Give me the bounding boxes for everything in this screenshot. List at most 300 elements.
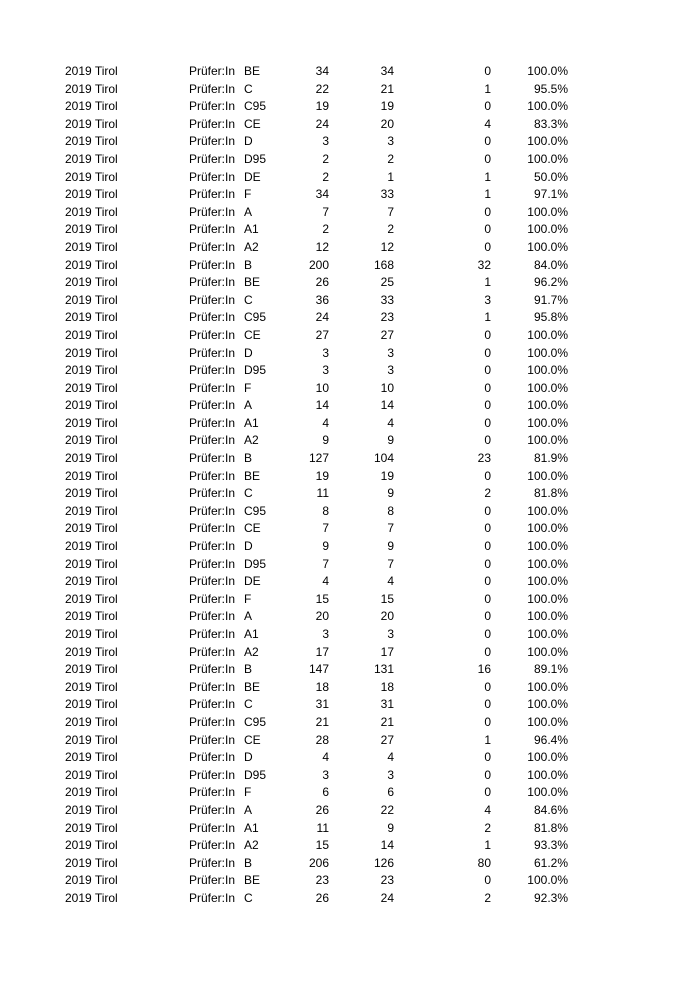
- table-row: [0, 151, 700, 169]
- cell-failed: 0: [484, 398, 491, 413]
- table-row: [0, 380, 700, 398]
- cell-passed: 20: [380, 609, 394, 624]
- cell-year-region: 2019 Tirol: [65, 574, 118, 589]
- table-row: [0, 749, 700, 767]
- cell-total: 23: [315, 873, 329, 888]
- cell-failed: 0: [484, 134, 491, 149]
- cell-failed: 0: [484, 433, 491, 448]
- cell-year-region: 2019 Tirol: [65, 591, 118, 606]
- cell-pass-rate: 100.0%: [527, 151, 568, 166]
- cell-license-class: A2: [244, 644, 259, 659]
- cell-total: 206: [308, 855, 329, 870]
- cell-role: Prüfer:In: [189, 187, 236, 202]
- cell-license-class: BE: [244, 468, 261, 483]
- cell-year-region: 2019 Tirol: [65, 468, 118, 483]
- cell-role: Prüfer:In: [189, 750, 236, 765]
- table-row: [0, 538, 700, 556]
- cell-failed: 0: [484, 679, 491, 694]
- cell-license-class: C: [244, 292, 253, 307]
- cell-year-region: 2019 Tirol: [65, 327, 118, 342]
- cell-passed: 7: [387, 521, 394, 536]
- cell-license-class: C95: [244, 503, 267, 518]
- cell-license-class: C95: [244, 99, 267, 114]
- cell-passed: 4: [387, 574, 394, 589]
- cell-failed: 0: [484, 363, 491, 378]
- table-row: [0, 327, 700, 345]
- cell-passed: 33: [380, 292, 394, 307]
- cell-role: Prüfer:In: [189, 662, 236, 677]
- cell-role: Prüfer:In: [189, 732, 236, 747]
- cell-role: Prüfer:In: [189, 714, 236, 729]
- cell-total: 4: [322, 750, 329, 765]
- table-row: [0, 872, 700, 890]
- table-row: [0, 221, 700, 239]
- table-row: [0, 626, 700, 644]
- cell-role: Prüfer:In: [189, 591, 236, 606]
- cell-total: 15: [315, 838, 329, 853]
- cell-license-class: DE: [244, 169, 261, 184]
- cell-total: 127: [308, 451, 329, 466]
- cell-pass-rate: 100.0%: [527, 398, 568, 413]
- cell-pass-rate: 100.0%: [527, 873, 568, 888]
- cell-license-class: F: [244, 785, 252, 800]
- cell-passed: 9: [387, 433, 394, 448]
- cell-role: Prüfer:In: [189, 380, 236, 395]
- cell-license-class: F: [244, 591, 252, 606]
- cell-total: 2: [322, 222, 329, 237]
- table-row: [0, 98, 700, 116]
- cell-year-region: 2019 Tirol: [65, 134, 118, 149]
- cell-year-region: 2019 Tirol: [65, 151, 118, 166]
- cell-passed: 10: [380, 380, 394, 395]
- cell-role: Prüfer:In: [189, 556, 236, 571]
- cell-pass-rate: 81.8%: [533, 820, 568, 835]
- cell-role: Prüfer:In: [189, 521, 236, 536]
- cell-total: 20: [315, 609, 329, 624]
- cell-license-class: D95: [244, 767, 267, 782]
- table-row: [0, 591, 700, 609]
- cell-failed: 3: [484, 292, 491, 307]
- cell-role: Prüfer:In: [189, 275, 236, 290]
- cell-role: Prüfer:In: [189, 134, 236, 149]
- cell-pass-rate: 96.4%: [533, 732, 568, 747]
- table-row: [0, 81, 700, 99]
- cell-license-class: B: [244, 855, 253, 870]
- cell-failed: 32: [477, 257, 491, 272]
- cell-pass-rate: 100.0%: [527, 468, 568, 483]
- cell-failed: 0: [484, 539, 491, 554]
- cell-failed: 4: [484, 802, 491, 817]
- cell-pass-rate: 100.0%: [527, 785, 568, 800]
- cell-failed: 1: [484, 838, 491, 853]
- cell-total: 3: [322, 363, 329, 378]
- cell-failed: 1: [484, 187, 491, 202]
- cell-license-class: D95: [244, 151, 267, 166]
- cell-passed: 27: [380, 732, 394, 747]
- cell-role: Prüfer:In: [189, 574, 236, 589]
- cell-pass-rate: 92.3%: [533, 890, 568, 905]
- cell-failed: 1: [484, 310, 491, 325]
- cell-passed: 19: [380, 468, 394, 483]
- cell-pass-rate: 100.0%: [527, 767, 568, 782]
- cell-passed: 7: [387, 556, 394, 571]
- cell-role: Prüfer:In: [189, 820, 236, 835]
- cell-year-region: 2019 Tirol: [65, 714, 118, 729]
- cell-role: Prüfer:In: [189, 802, 236, 817]
- cell-role: Prüfer:In: [189, 503, 236, 518]
- cell-pass-rate: 81.8%: [533, 486, 568, 501]
- cell-total: 34: [315, 187, 329, 202]
- cell-passed: 12: [380, 239, 394, 254]
- cell-license-class: A: [244, 609, 253, 624]
- cell-role: Prüfer:In: [189, 785, 236, 800]
- cell-failed: 0: [484, 415, 491, 430]
- cell-year-region: 2019 Tirol: [65, 750, 118, 765]
- cell-total: 3: [322, 345, 329, 360]
- cell-pass-rate: 100.0%: [527, 503, 568, 518]
- cell-total: 11: [316, 486, 329, 501]
- cell-pass-rate: 100.0%: [527, 697, 568, 712]
- cell-failed: 0: [484, 574, 491, 589]
- cell-total: 18: [315, 679, 329, 694]
- cell-total: 7: [322, 556, 329, 571]
- cell-year-region: 2019 Tirol: [65, 627, 118, 641]
- cell-failed: 0: [484, 627, 491, 641]
- cell-license-class: DE: [244, 574, 261, 589]
- cell-passed: 7: [387, 204, 394, 219]
- cell-pass-rate: 84.6%: [533, 802, 568, 817]
- cell-role: Prüfer:In: [189, 627, 236, 641]
- cell-total: 8: [322, 503, 329, 518]
- cell-year-region: 2019 Tirol: [65, 64, 118, 78]
- cell-total: 200: [308, 257, 329, 272]
- table-row: [0, 204, 700, 222]
- cell-passed: 104: [373, 451, 394, 466]
- cell-role: Prüfer:In: [189, 99, 236, 114]
- cell-failed: 1: [484, 275, 491, 290]
- cell-pass-rate: 100.0%: [527, 556, 568, 571]
- cell-year-region: 2019 Tirol: [65, 257, 118, 272]
- cell-total: 12: [315, 239, 329, 254]
- cell-failed: 0: [484, 697, 491, 712]
- cell-failed: 0: [484, 64, 491, 78]
- table-row: [0, 345, 700, 363]
- cell-passed: 4: [387, 750, 394, 765]
- cell-role: Prüfer:In: [189, 363, 236, 378]
- table-row: [0, 820, 700, 838]
- cell-passed: 9: [387, 486, 394, 501]
- cell-total: 4: [322, 574, 329, 589]
- cell-passed: 18: [380, 679, 394, 694]
- table-row: [0, 890, 700, 908]
- cell-total: 147: [308, 662, 329, 677]
- cell-year-region: 2019 Tirol: [65, 204, 118, 219]
- cell-total: 26: [315, 275, 329, 290]
- cell-failed: 0: [484, 151, 491, 166]
- cell-passed: 23: [380, 873, 394, 888]
- cell-role: Prüfer:In: [189, 81, 236, 96]
- table-row: [0, 309, 700, 327]
- cell-role: Prüfer:In: [189, 64, 236, 78]
- cell-failed: 0: [484, 222, 491, 237]
- table-row: [0, 257, 700, 275]
- cell-passed: 22: [380, 802, 394, 817]
- cell-license-class: A2: [244, 433, 259, 448]
- cell-role: Prüfer:In: [189, 468, 236, 483]
- cell-license-class: A: [244, 398, 253, 413]
- cell-year-region: 2019 Tirol: [65, 697, 118, 712]
- cell-passed: 9: [387, 539, 394, 554]
- cell-role: Prüfer:In: [189, 310, 236, 325]
- cell-passed: 33: [380, 187, 394, 202]
- cell-total: 31: [315, 697, 329, 712]
- cell-failed: 0: [484, 345, 491, 360]
- cell-pass-rate: 93.3%: [533, 838, 568, 853]
- cell-failed: 0: [484, 767, 491, 782]
- cell-total: 7: [322, 521, 329, 536]
- cell-role: Prüfer:In: [189, 433, 236, 448]
- cell-pass-rate: 100.0%: [527, 363, 568, 378]
- cell-pass-rate: 84.0%: [533, 257, 568, 272]
- cell-total: 9: [322, 433, 329, 448]
- cell-license-class: D: [244, 345, 253, 360]
- cell-year-region: 2019 Tirol: [65, 767, 118, 782]
- cell-total: 19: [315, 468, 329, 483]
- cell-total: 24: [315, 116, 329, 131]
- cell-failed: 0: [484, 750, 491, 765]
- cell-failed: 0: [484, 591, 491, 606]
- cell-pass-rate: 100.0%: [527, 591, 568, 606]
- cell-pass-rate: 100.0%: [527, 521, 568, 536]
- data-table: [0, 63, 700, 908]
- cell-role: Prüfer:In: [189, 539, 236, 554]
- cell-role: Prüfer:In: [189, 116, 236, 131]
- table-row: [0, 169, 700, 187]
- cell-pass-rate: 100.0%: [527, 204, 568, 219]
- table-row: [0, 274, 700, 292]
- cell-license-class: C: [244, 81, 253, 96]
- cell-total: 34: [315, 64, 329, 78]
- cell-passed: 14: [380, 398, 394, 413]
- cell-pass-rate: 100.0%: [527, 380, 568, 395]
- cell-failed: 1: [484, 732, 491, 747]
- cell-passed: 20: [380, 116, 394, 131]
- cell-role: Prüfer:In: [189, 345, 236, 360]
- table-row: [0, 608, 700, 626]
- cell-passed: 3: [387, 767, 394, 782]
- cell-failed: 0: [484, 99, 491, 114]
- cell-license-class: F: [244, 380, 252, 395]
- table-row: [0, 573, 700, 591]
- cell-total: 26: [315, 802, 329, 817]
- cell-year-region: 2019 Tirol: [65, 820, 118, 835]
- cell-pass-rate: 61.2%: [533, 855, 568, 870]
- cell-license-class: F: [244, 187, 252, 202]
- cell-passed: 3: [387, 345, 394, 360]
- cell-total: 19: [315, 99, 329, 114]
- cell-license-class: C: [244, 486, 253, 501]
- cell-passed: 15: [380, 591, 394, 606]
- cell-pass-rate: 100.0%: [527, 239, 568, 254]
- cell-failed: 0: [484, 873, 491, 888]
- cell-year-region: 2019 Tirol: [65, 99, 118, 114]
- cell-license-class: BE: [244, 873, 261, 888]
- cell-passed: 21: [380, 81, 394, 96]
- cell-license-class: D95: [244, 556, 267, 571]
- cell-role: Prüfer:In: [189, 679, 236, 694]
- cell-year-region: 2019 Tirol: [65, 556, 118, 571]
- cell-failed: 0: [484, 380, 491, 395]
- cell-year-region: 2019 Tirol: [65, 451, 118, 466]
- cell-license-class: BE: [244, 275, 261, 290]
- cell-year-region: 2019 Tirol: [65, 644, 118, 659]
- cell-pass-rate: 100.0%: [527, 433, 568, 448]
- cell-license-class: D: [244, 539, 253, 554]
- cell-year-region: 2019 Tirol: [65, 415, 118, 430]
- cell-pass-rate: 83.3%: [533, 116, 568, 131]
- table-row: [0, 802, 700, 820]
- cell-year-region: 2019 Tirol: [65, 116, 118, 131]
- cell-pass-rate: 100.0%: [527, 99, 568, 114]
- table-row: [0, 679, 700, 697]
- cell-pass-rate: 100.0%: [527, 644, 568, 659]
- cell-role: Prüfer:In: [189, 222, 236, 237]
- cell-total: 21: [315, 714, 329, 729]
- cell-failed: 0: [484, 239, 491, 254]
- cell-role: Prüfer:In: [189, 415, 236, 430]
- table-row: [0, 239, 700, 257]
- cell-license-class: C: [244, 890, 253, 905]
- cell-license-class: CE: [244, 732, 261, 747]
- table-row: [0, 292, 700, 310]
- cell-passed: 126: [373, 855, 394, 870]
- cell-pass-rate: 89.1%: [533, 662, 568, 677]
- cell-pass-rate: 100.0%: [527, 345, 568, 360]
- cell-total: 36: [315, 292, 329, 307]
- cell-passed: 3: [387, 134, 394, 149]
- cell-pass-rate: 100.0%: [527, 539, 568, 554]
- cell-role: Prüfer:In: [189, 838, 236, 853]
- cell-passed: 19: [380, 99, 394, 114]
- cell-total: 7: [322, 204, 329, 219]
- table-row: [0, 732, 700, 750]
- cell-failed: 0: [484, 556, 491, 571]
- cell-passed: 9: [387, 820, 394, 835]
- table-row: [0, 485, 700, 503]
- cell-pass-rate: 100.0%: [527, 222, 568, 237]
- cell-license-class: BE: [244, 64, 261, 78]
- cell-failed: 23: [477, 451, 491, 466]
- cell-passed: 24: [380, 890, 394, 905]
- cell-passed: 3: [387, 363, 394, 378]
- cell-pass-rate: 100.0%: [527, 327, 568, 342]
- table-row: [0, 468, 700, 486]
- cell-year-region: 2019 Tirol: [65, 275, 118, 290]
- cell-license-class: A1: [244, 820, 259, 835]
- cell-pass-rate: 50.0%: [533, 169, 568, 184]
- cell-total: 24: [315, 310, 329, 325]
- cell-total: 10: [315, 380, 329, 395]
- cell-passed: 1: [387, 169, 394, 184]
- cell-role: Prüfer:In: [189, 697, 236, 712]
- cell-passed: 25: [380, 275, 394, 290]
- cell-year-region: 2019 Tirol: [65, 239, 118, 254]
- cell-passed: 2: [387, 151, 394, 166]
- cell-passed: 6: [387, 785, 394, 800]
- table-row: [0, 837, 700, 855]
- cell-total: 26: [315, 890, 329, 905]
- cell-license-class: CE: [244, 116, 261, 131]
- cell-pass-rate: 100.0%: [527, 609, 568, 624]
- cell-failed: 1: [484, 81, 491, 96]
- cell-year-region: 2019 Tirol: [65, 838, 118, 853]
- table-row: [0, 362, 700, 380]
- cell-year-region: 2019 Tirol: [65, 81, 118, 96]
- cell-total: 17: [315, 644, 329, 659]
- table-row: [0, 855, 700, 873]
- cell-failed: 0: [484, 521, 491, 536]
- cell-total: 9: [322, 539, 329, 554]
- cell-total: 3: [322, 134, 329, 149]
- cell-role: Prüfer:In: [189, 609, 236, 624]
- table-row: [0, 784, 700, 802]
- cell-passed: 131: [373, 662, 394, 677]
- cell-license-class: B: [244, 257, 253, 272]
- cell-license-class: A: [244, 204, 253, 219]
- cell-passed: 31: [380, 697, 394, 712]
- cell-total: 15: [315, 591, 329, 606]
- cell-failed: 2: [484, 486, 491, 501]
- cell-year-region: 2019 Tirol: [65, 521, 118, 536]
- cell-role: Prüfer:In: [189, 151, 236, 166]
- table-row: [0, 133, 700, 151]
- cell-license-class: D: [244, 134, 253, 149]
- cell-license-class: C95: [244, 310, 267, 325]
- cell-license-class: A1: [244, 415, 259, 430]
- cell-license-class: B: [244, 451, 253, 466]
- cell-license-class: A2: [244, 838, 259, 853]
- cell-year-region: 2019 Tirol: [65, 890, 118, 905]
- cell-role: Prüfer:In: [189, 767, 236, 782]
- cell-pass-rate: 100.0%: [527, 574, 568, 589]
- cell-failed: 0: [484, 785, 491, 800]
- cell-pass-rate: 100.0%: [527, 64, 568, 78]
- cell-year-region: 2019 Tirol: [65, 345, 118, 360]
- cell-total: 3: [322, 767, 329, 782]
- cell-license-class: CE: [244, 521, 261, 536]
- cell-failed: 80: [477, 855, 491, 870]
- cell-passed: 14: [380, 838, 394, 853]
- cell-passed: 168: [373, 257, 394, 272]
- cell-year-region: 2019 Tirol: [65, 292, 118, 307]
- cell-year-region: 2019 Tirol: [65, 310, 118, 325]
- cell-year-region: 2019 Tirol: [65, 398, 118, 413]
- table-row: [0, 450, 700, 468]
- cell-role: Prüfer:In: [189, 204, 236, 219]
- table-row: [0, 432, 700, 450]
- cell-year-region: 2019 Tirol: [65, 539, 118, 554]
- cell-role: Prüfer:In: [189, 890, 236, 905]
- cell-year-region: 2019 Tirol: [65, 169, 118, 184]
- cell-pass-rate: 100.0%: [527, 750, 568, 765]
- cell-passed: 4: [387, 415, 394, 430]
- cell-pass-rate: 100.0%: [527, 134, 568, 149]
- cell-pass-rate: 81.9%: [533, 451, 568, 466]
- cell-license-class: A1: [244, 222, 259, 237]
- table-row: [0, 661, 700, 679]
- cell-year-region: 2019 Tirol: [65, 486, 118, 501]
- cell-failed: 1: [484, 169, 491, 184]
